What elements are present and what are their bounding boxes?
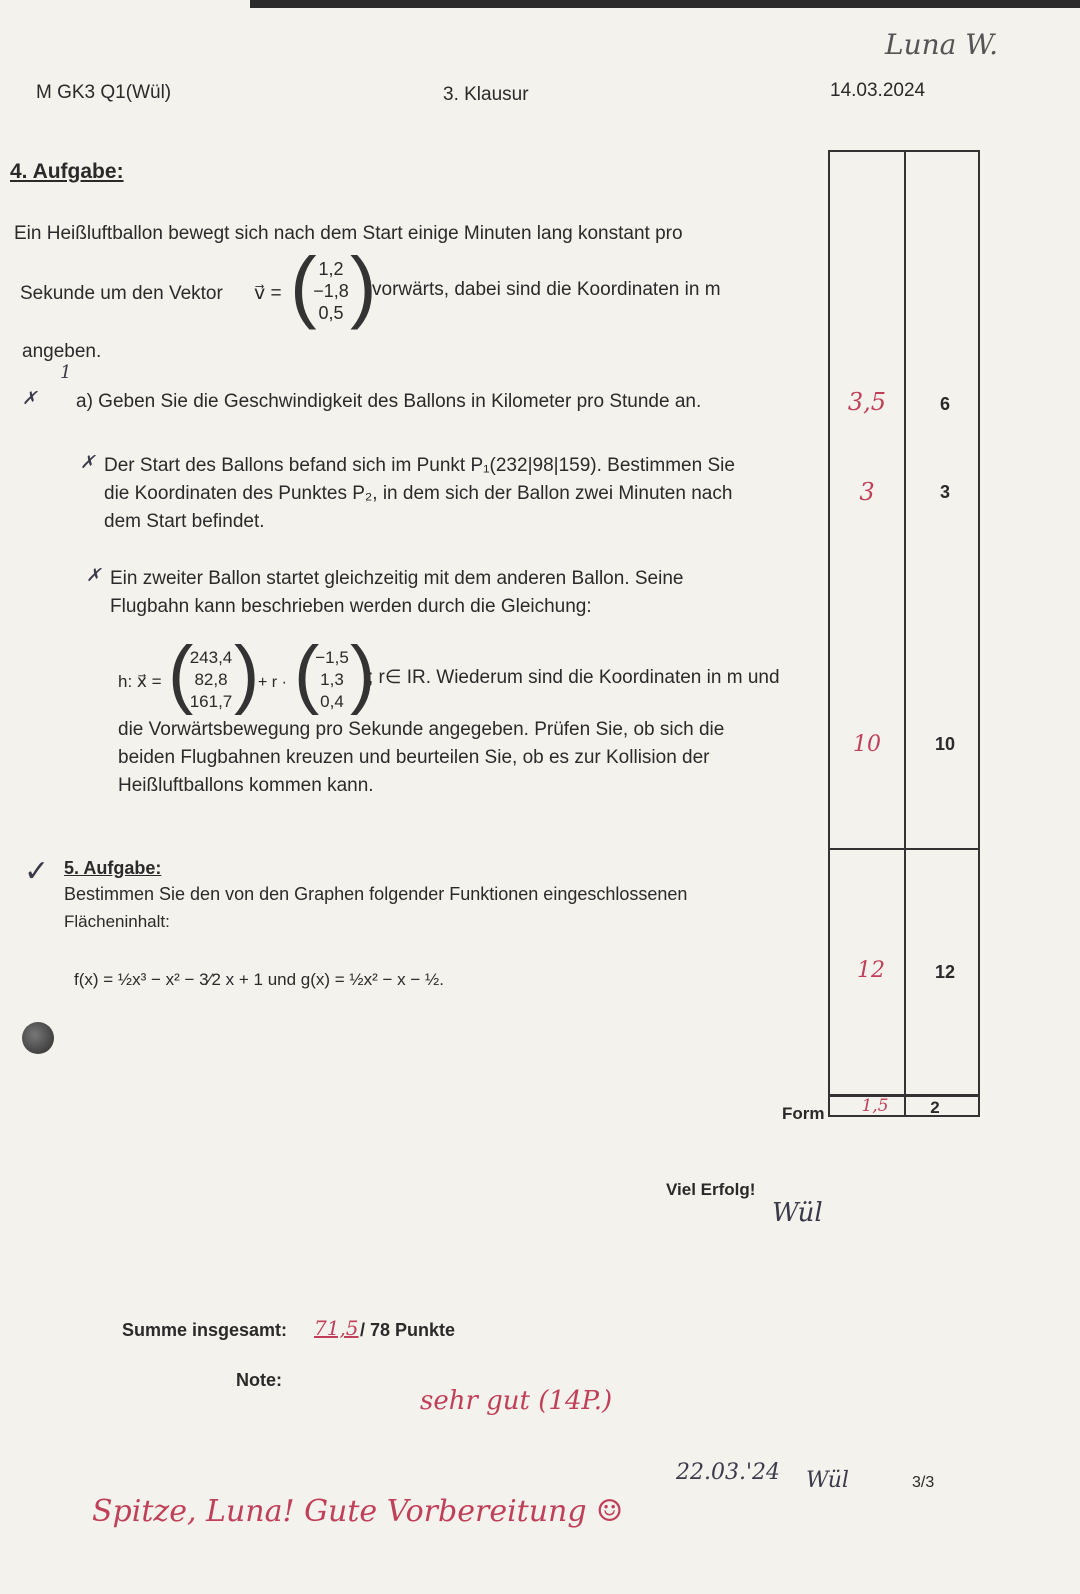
grade-value: sehr gut (14P.) (420, 1386, 613, 1416)
task4-intro-line2a: Sekunde um den Vektor (20, 283, 223, 304)
task5-line1: Bestimmen Sie den von den Graphen folgender Funktionen eingeschlossenen (64, 884, 688, 904)
task4b-line3: dem Start befindet. (104, 511, 265, 532)
score-form-achieved: 1,5 (861, 1096, 889, 1116)
score-task5-achieved: 12 (857, 958, 885, 983)
task4b-line2: die Koordinaten des Punktes P₂, in dem sich der Ballon zwei Minuten nach (104, 483, 733, 504)
task4c-line4: beiden Flugbahnen kreuzen und beurteilen Sie, ob es zur Kollision der (118, 747, 710, 768)
paren-left: ( (290, 241, 317, 330)
vector-v: 1,2 −1,8 0,5 (313, 259, 349, 323)
score-task5-max: 12 (934, 962, 956, 982)
score-a-max: 6 (939, 394, 950, 414)
score-form-max: 2 (930, 1098, 940, 1117)
task4c-line5: Heißluftballons kommen kann. (118, 775, 374, 796)
good-luck: Viel Erfolg! (666, 1180, 756, 1199)
task4c-line2: Flugbahn kann beschrieben werden durch die Gleichung: (110, 596, 592, 617)
graded-signature: Wül (806, 1468, 849, 1493)
h-label: h: x⃗ = (118, 672, 162, 691)
score-a-achieved: 3,5 (847, 388, 887, 416)
sum-max: / 78 Punkte (360, 1320, 456, 1340)
task4-title: 4. Aufgabe: (10, 160, 124, 183)
graded-date: 22.03.'24 (676, 1460, 781, 1485)
task4a-text: a) Geben Sie die Geschwindigkeit des Ballons in Kilometer pro Stunde an. (76, 391, 702, 412)
task4-intro-line2b: vorwärts, dabei sind die Koordinaten in m (372, 279, 721, 300)
paren-left: ( (294, 631, 320, 716)
paren-left: ( (168, 631, 194, 716)
task5-line2: Flächeninhalt: (64, 912, 170, 931)
h-direction-vector: −1,5 1,3 0,4 (315, 648, 349, 711)
h-support-vector: 243,4 82,8 161,7 (189, 648, 233, 711)
score-c-max: 10 (934, 734, 956, 754)
student-signature: Luna W. (885, 28, 999, 61)
score-row-divider (828, 848, 980, 850)
paren-right: ) (234, 631, 260, 716)
score-b-max: 3 (939, 482, 950, 502)
task4c-line3: die Vorwärtsbewegung pro Sekunde angegeben. Prüfen Sie, ob sich die (118, 719, 725, 740)
course-code: M GK3 Q1(Wül) (36, 82, 172, 103)
mark-check-c: ✗ (86, 565, 102, 586)
grade-label: Note: (236, 1370, 282, 1390)
teacher-signature: Wül (772, 1198, 823, 1228)
paren-right: ) (350, 241, 377, 330)
task5-title: 5. Aufgabe: (64, 858, 162, 878)
scan-edge (250, 0, 1080, 8)
sum-achieved: 71,5 (314, 1316, 359, 1340)
h-after: ; r∈ IR. Wiederum sind die Koordinaten in m und (368, 667, 780, 688)
task5-formula: f(x) = ½x³ − x² − 3⁄2 x + 1 und g(x) = ½x² − x − ½. (74, 970, 444, 989)
task4c-line1: Ein zweiter Ballon startet gleichzeitig mit dem anderen Ballon. Seine (110, 568, 684, 589)
sum-label: Summe insgesamt: (122, 1320, 288, 1340)
vector-v-label: v⃗ = (254, 283, 282, 304)
score-c-achieved: 10 (853, 732, 881, 757)
page-number: 3/3 (912, 1474, 935, 1491)
exam-date: 14.03.2024 (830, 80, 926, 101)
check-mark-icon: ✓ (24, 854, 50, 889)
paren-right: ) (350, 631, 376, 716)
task4b-line1: Der Start des Ballons befand sich im Punkt P₁(232|98|159). Bestimmen Sie (104, 455, 735, 476)
exam-title: 3. Klausur (443, 84, 529, 105)
h-plus: + r · (258, 674, 287, 691)
score-b-achieved: 3 (859, 478, 875, 506)
margin-mark-a: 1 (60, 362, 72, 383)
task4-intro-line3: angeben. (22, 341, 102, 362)
teacher-comment: Spitze, Luna! Gute Vorbereitung ☺ (92, 1494, 624, 1529)
punch-hole (22, 1022, 54, 1054)
task4-intro-line1: Ein Heißluftballon bewegt sich nach dem Start einige Minuten lang konstant pro (14, 223, 683, 244)
mark-check-a: ✗ (22, 388, 38, 409)
form-label: Form (782, 1104, 825, 1123)
mark-check-b: ✗ (80, 452, 96, 473)
